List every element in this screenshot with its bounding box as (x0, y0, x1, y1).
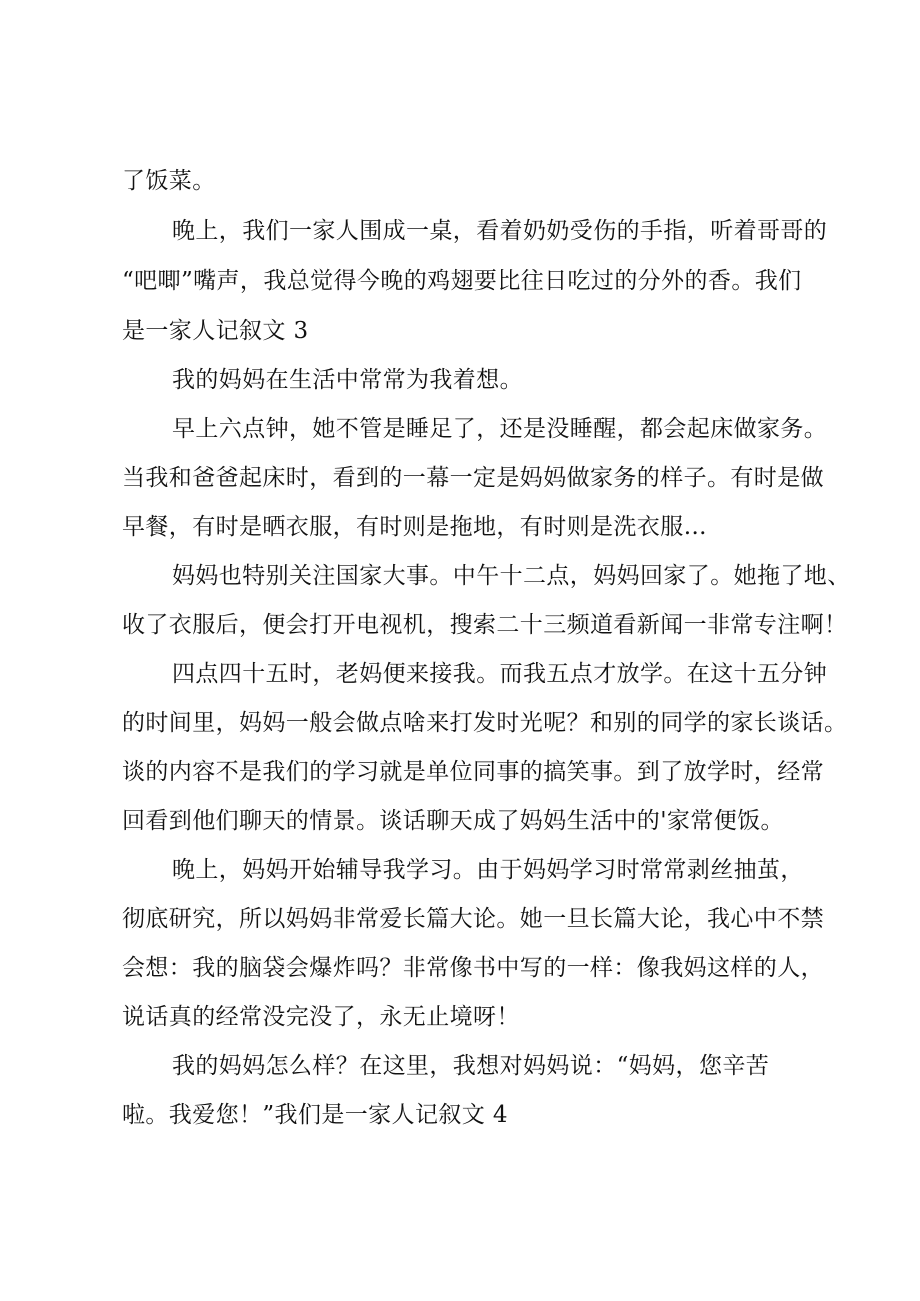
text-line: 会想：我的脑袋会爆炸吗？非常像书中写的一样：像我妈这样的人， (122, 955, 824, 981)
text-line: 晚上，妈妈开始辅导我学习。由于妈妈学习时常常剥丝抽茧， (172, 857, 804, 883)
text-line: “吧唧”嘴声，我总觉得今晚的鸡翅要比往日吃过的分外的香。我们 (122, 268, 802, 294)
text-line: 了饭菜。 (122, 168, 216, 194)
text-line: 早餐，有时是晒衣服，有时则是拖地，有时则是洗衣服… (122, 514, 707, 540)
text-line: 彻底研究，所以妈妈非常爱长篇大论。她一旦长篇大论，我心中不禁 (122, 906, 824, 932)
section-title: 是一家人记叙文 3 (122, 318, 309, 344)
text-line: 当我和爸爸起床时，看到的一幕一定是妈妈做家务的样子。有时是做 (122, 465, 824, 491)
text-line: 我的妈妈怎么样？在这里，我想对妈妈说：“妈妈，您辛苦 (172, 1053, 770, 1079)
text-line: 的时间里，妈妈一般会做点啥来打发时光呢？和别的同学的家长谈话。 (122, 710, 848, 736)
text-line: 收了衣服后，便会打开电视机，搜索二十三频道看新闻一非常专注啊！ (122, 612, 848, 638)
text-line: 早上六点钟，她不管是睡足了，还是没睡醒，都会起床做家务。 (172, 416, 828, 442)
text-line: 谈的内容不是我们的学习就是单位同事的搞笑事。到了放学时，经常 (122, 759, 824, 785)
text-line: 回看到他们聊天的情景。谈话聊天成了妈妈生活中的'家常便饭。 (122, 808, 784, 834)
section-title: 啦。我爱您！”我们是一家人记叙文 4 (122, 1102, 508, 1128)
text-line: 我的妈妈在生活中常常为我着想。 (172, 367, 523, 393)
text-line: 四点四十五时，老妈便来接我。而我五点才放学。在这十五分钟 (172, 661, 828, 687)
text-line: 说话真的经常没完没了，永无止境呀！ (122, 1004, 520, 1030)
text-line: 妈妈也特别关注国家大事。中午十二点，妈妈回家了。她拖了地、 (172, 563, 851, 589)
text-line: 晚上，我们一家人围成一桌，看着奶奶受伤的手指，听着哥哥的 (172, 218, 828, 244)
